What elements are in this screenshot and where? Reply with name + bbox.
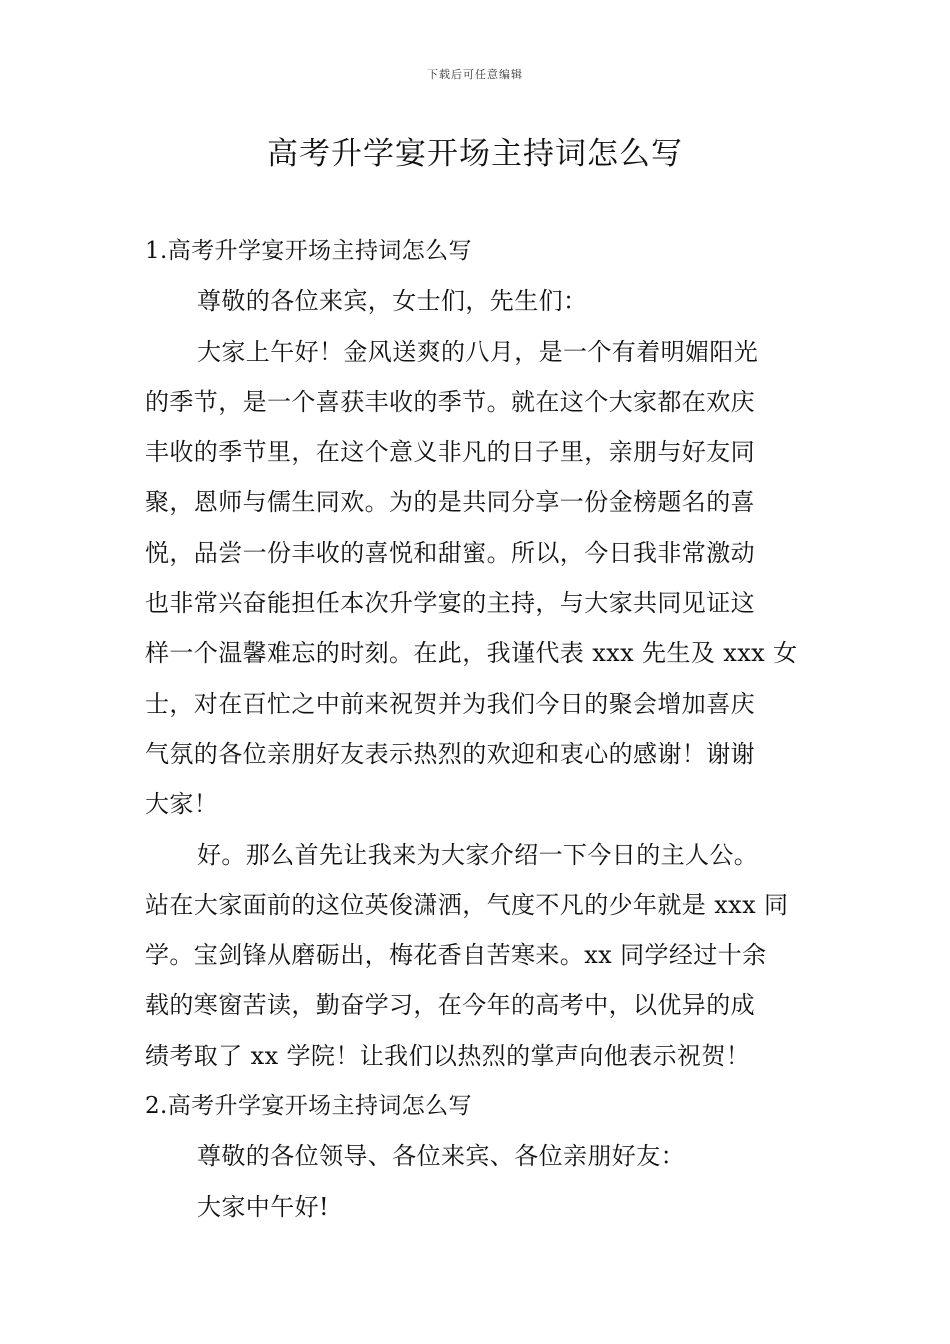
text-line: 的季节，是一个喜获丰收的季节。就在这个大家都在欢庆 <box>145 387 755 416</box>
text-line: 学。宝剑锋从磨砺出，梅花香自苦寒来。xx 同学经过十余 <box>145 941 767 970</box>
section-heading-1: 1.高考升学宴开场主持词怎么写 <box>145 238 472 264</box>
text-line: 样一个温馨难忘的时刻。在此，我谨代表 xxx 先生及 xxx 女 <box>145 639 798 668</box>
text-line: 聚，恩师与儒生同欢。为的是共同分享一份金榜题名的喜 <box>145 488 755 517</box>
document-body <box>145 226 810 1232</box>
text-line: 丰收的季节里，在这个意义非凡的日子里，亲朋与好友同 <box>145 438 755 467</box>
text-line: 尊敬的各位领导、各位来宾、各位亲朋好友： <box>197 1142 685 1171</box>
text-line: 绩考取了 xx 学院！让我们以热烈的掌声向他表示祝贺！ <box>145 1041 751 1070</box>
text-line: 大家！ <box>145 790 219 819</box>
text-line: 大家上午好！金风送爽的八月，是一个有着明媚阳光 <box>197 337 759 366</box>
header-note: 下载后可任意编辑 <box>427 68 523 81</box>
text-line: 气氛的各位亲朋好友表示热烈的欢迎和衷心的感谢！谢谢 <box>145 739 755 768</box>
section-heading-2: 2.高考升学宴开场主持词怎么写 <box>145 1093 472 1120</box>
text-line: 尊敬的各位来宾，女士们，先生们： <box>197 287 588 316</box>
text-line: 大家中午好! <box>197 1192 330 1221</box>
text-line: 也非常兴奋能担任本次升学宴的主持，与大家共同见证这 <box>145 589 755 618</box>
document-title: 高考升学宴开场主持词怎么写 <box>267 136 683 172</box>
text-line: 好。那么首先让我来为大家介绍一下今日的主人公。 <box>197 840 759 869</box>
text-line: 站在大家面前的这位英俊潇洒，气度不凡的少年就是 xxx 同 <box>145 890 789 919</box>
text-line: 士，对在百忙之中前来祝贺并为我们今日的聚会增加喜庆 <box>145 689 755 718</box>
text-line: 悦，品尝一份丰收的喜悦和甜蜜。所以，今日我非常激动 <box>145 538 755 567</box>
text-line: 载的寒窗苦读，勤奋学习，在今年的高考中，以优异的成 <box>145 991 755 1020</box>
